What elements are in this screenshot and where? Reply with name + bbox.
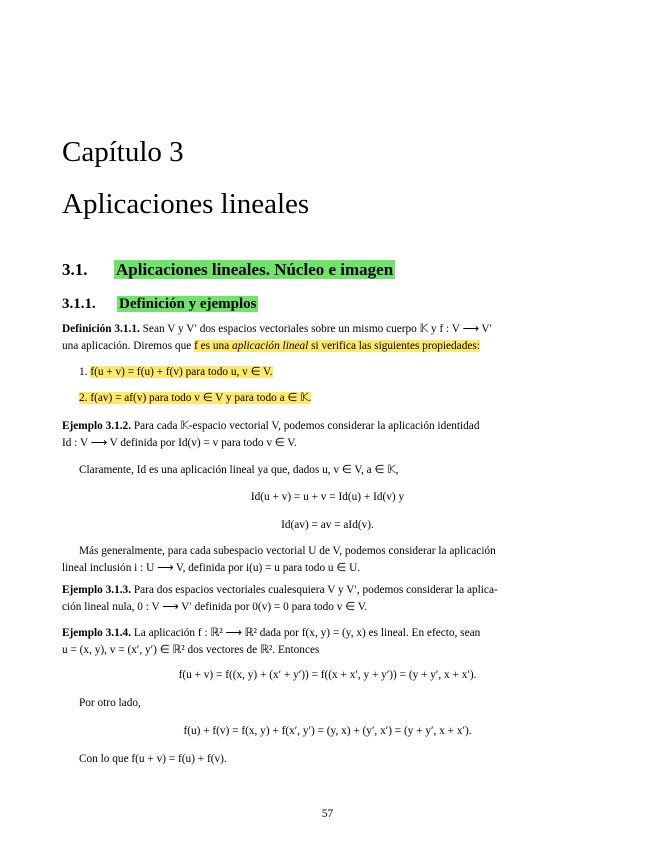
item-number: 2.	[79, 392, 88, 404]
example-2-line2: Id : V ⟶ V definida por Id(v) = v para todo v ∈ V.	[62, 437, 297, 449]
definition-paragraph	[62, 321, 594, 355]
example-4-conclusion: Con lo que f(u + v) = f(u) + f(v).	[79, 753, 227, 765]
chapter-number: Capítulo 3	[62, 136, 184, 168]
example-3-line1: Para dos espacios vectoriales cualesquiera V y V′, podemos considerar la aplica-	[131, 584, 498, 596]
example-4-equation-2: f(u) + f(v) = f(x, y) + f(x′, y′) = (y, x) + (y′, x′) = (y + y′, x + x′).	[183, 725, 472, 737]
example-4-label: Ejemplo 3.1.4.	[62, 627, 132, 639]
item-number: 1.	[79, 366, 88, 378]
section-title: Aplicaciones lineales. Núcleo e imagen	[116, 260, 394, 279]
chapter-title: Aplicaciones lineales	[62, 188, 310, 220]
subsection-title: Definición y ejemplos	[119, 296, 257, 312]
example-4-line2: u = (x, y), v = (x′, y′) ∈ ℝ² dos vectores de ℝ². Entonces	[62, 644, 320, 656]
example-4-equation-1: f(u + v) = f((x, y) + (x′ + y′)) = f((x + x′, y + y′)) = (y + y′, x + x′).	[178, 669, 477, 681]
example-4-line1: La aplicación f : ℝ² ⟶ ℝ² dada por f(x, y) = (y, x) es lineal. En efecto, sean	[131, 627, 481, 639]
subsection-heading	[62, 296, 258, 313]
example-3-label: Ejemplo 3.1.3.	[62, 584, 132, 596]
section-heading	[62, 260, 395, 280]
example-2-generalization	[62, 543, 594, 577]
definition-item-2	[79, 391, 311, 404]
definition-highlight-a: f es una	[194, 340, 233, 352]
example-2-claim: Claramente, Id es una aplicación lineal ya que, dados u, v ∈ V, a ∈ 𝕂,	[79, 464, 399, 476]
example-2-more-line2: lineal inclusión i : U ⟶ V, definida por i(u) = u para todo u ∈ U.	[62, 562, 361, 574]
section-number: 3.1.	[62, 260, 88, 279]
definition-term: aplicación lineal	[232, 340, 309, 352]
example-2-more-line1: Más generalmente, para cada subespacio vectorial U de V, podemos considerar la aplicación	[79, 545, 496, 557]
definition-item-1	[79, 365, 273, 378]
example-3-paragraph	[62, 582, 594, 616]
example-2-equation-1: Id(u + v) = u + v = Id(u) + Id(v) y	[250, 491, 405, 503]
definition-line2: una aplicación. Diremos que	[62, 340, 195, 352]
example-4-paragraph	[62, 625, 594, 659]
example-2-line1: Para cada 𝕂-espacio vectorial V, podemos considerar la aplicación identidad	[131, 420, 480, 432]
subsection-number: 3.1.1.	[62, 296, 96, 312]
example-3-line2: ción lineal nula, 0 : V ⟶ V′ definida por 0(v) = 0 para todo v ∈ V.	[62, 601, 368, 613]
page-number: 57	[321, 808, 334, 820]
example-2-label: Ejemplo 3.1.2.	[62, 420, 132, 432]
definition-label: Definición 3.1.1.	[62, 323, 140, 335]
example-2-paragraph	[62, 418, 594, 452]
definition-highlight-b: si verifica las siguientes propiedades:	[308, 340, 480, 352]
example-4-other-side: Por otro lado,	[79, 697, 141, 709]
example-2-equation-2: Id(av) = av = aId(v).	[281, 519, 374, 531]
item-text: f(av) = af(v) para todo v ∈ V y para todo a ∈ 𝕂.	[90, 392, 312, 404]
item-text: f(u + v) = f(u) + f(v) para todo u, v ∈ V.	[90, 366, 273, 378]
definition-line1: Sean V y V′ dos espacios vectoriales sobre un mismo cuerpo 𝕂 y f : V ⟶ V′	[139, 323, 493, 335]
